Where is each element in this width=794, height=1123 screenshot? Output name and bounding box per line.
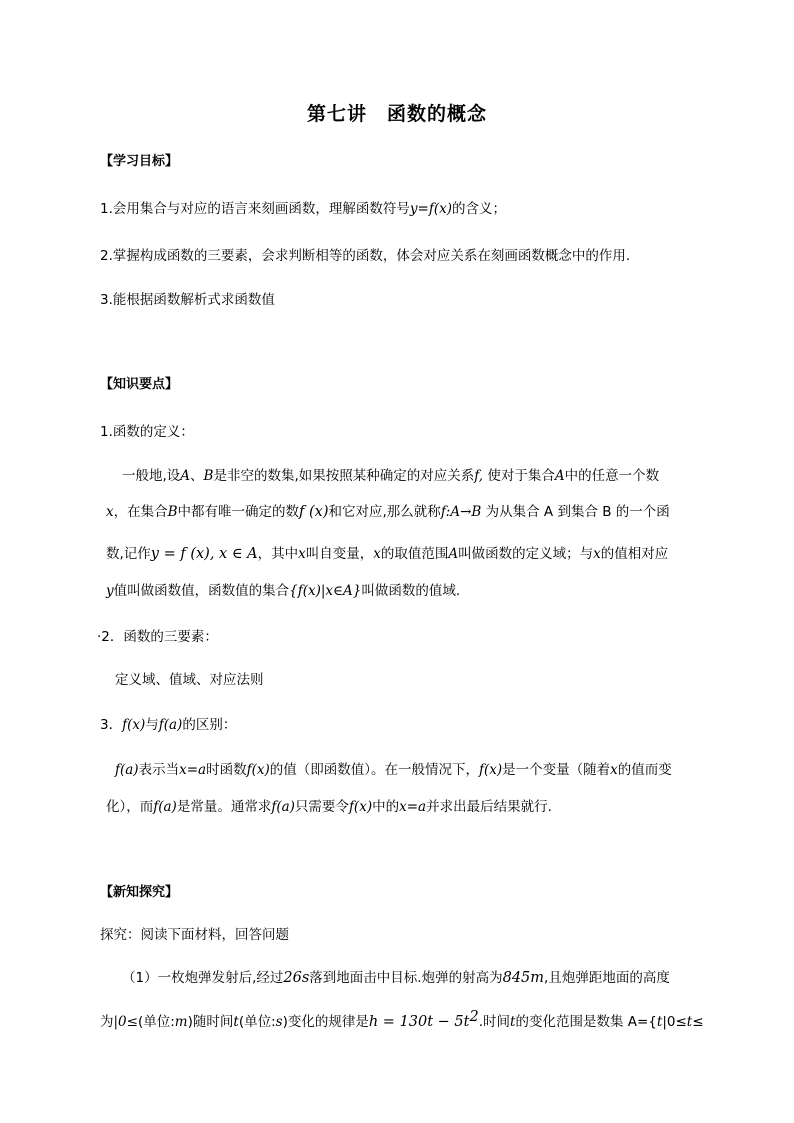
problem-1-line-2: 为|0≤(单位:m)随时间t(单位:s)变化的规律是$h = 130t - 5t^2$.时间t的变化范围是数集 A={t|0≤t≤ xyxy=(100,1009,704,1030)
explore-intro: 探究：阅读下面材料，回答问题 xyxy=(100,927,289,943)
definition-line-1: 一般地,设A、B是非空的数集,如果按照某种确定的对应关系f, 使对于集合A中的任意一个数 xyxy=(122,468,660,484)
page-title: 第七讲 函数的概念 xyxy=(306,103,487,125)
definition-line-4: y值叫做函数值，函数值的集合{f(x)|x∈A}叫做函数的值域. xyxy=(106,583,461,599)
objectives-heading: 【学习目标】 xyxy=(100,154,179,169)
difference-title: 3．f(x)与f(a)的区别： xyxy=(100,717,237,733)
three-elements-title: ·2．函数的三要素： xyxy=(97,629,218,645)
definition-line-3: 数,记作y = f (x), x ∈ A，其中x叫自变量，x的取值范围A叫做函数的定义域；与x的值相对应 xyxy=(106,546,669,562)
height-equation: h = 130t − 5t xyxy=(368,1014,470,1030)
explore-heading: 【新知探究】 xyxy=(100,885,179,900)
knowledge-heading: 【知识要点】 xyxy=(100,377,179,392)
objective-item-3: 3.能根据函数解析式求函数值 xyxy=(100,292,275,308)
objective-item-2: 2.掌握构成函数的三要素，会求判断相等的函数，体会对应关系在刻画函数概念中的作用. xyxy=(100,248,631,264)
problem-1-line-1: （1）一枚炮弹发射后,经过26s落到地面击中目标.炮弹的射高为845m,且炮弹距地面的高度 xyxy=(122,970,670,986)
difference-line-1: f(a)表示当x=a时函数f(x)的值（即函数值）。在一般情况下，f(x)是一个变量（随着x的值而变 xyxy=(115,762,672,778)
definition-title: 1.函数的定义： xyxy=(100,424,194,440)
difference-line-2: 化），而f(a)是常量。通常求f(a)只需要令f(x)中的x=a并求出最后结果就行. xyxy=(106,799,552,815)
definition-line-2: x，在集合B中都有唯一确定的数f (x)和它对应,那么就称f:A→B 为从集合 A 到集合 B 的一个函 xyxy=(106,504,670,520)
three-elements-body: 定义域、值域、对应法则 xyxy=(115,672,264,688)
math-yfx: y=f(x) xyxy=(409,201,452,217)
objective-item-1: 1.会用集合与对应的语言来刻画函数，理解函数符号y=f(x)的含义； xyxy=(100,201,506,217)
